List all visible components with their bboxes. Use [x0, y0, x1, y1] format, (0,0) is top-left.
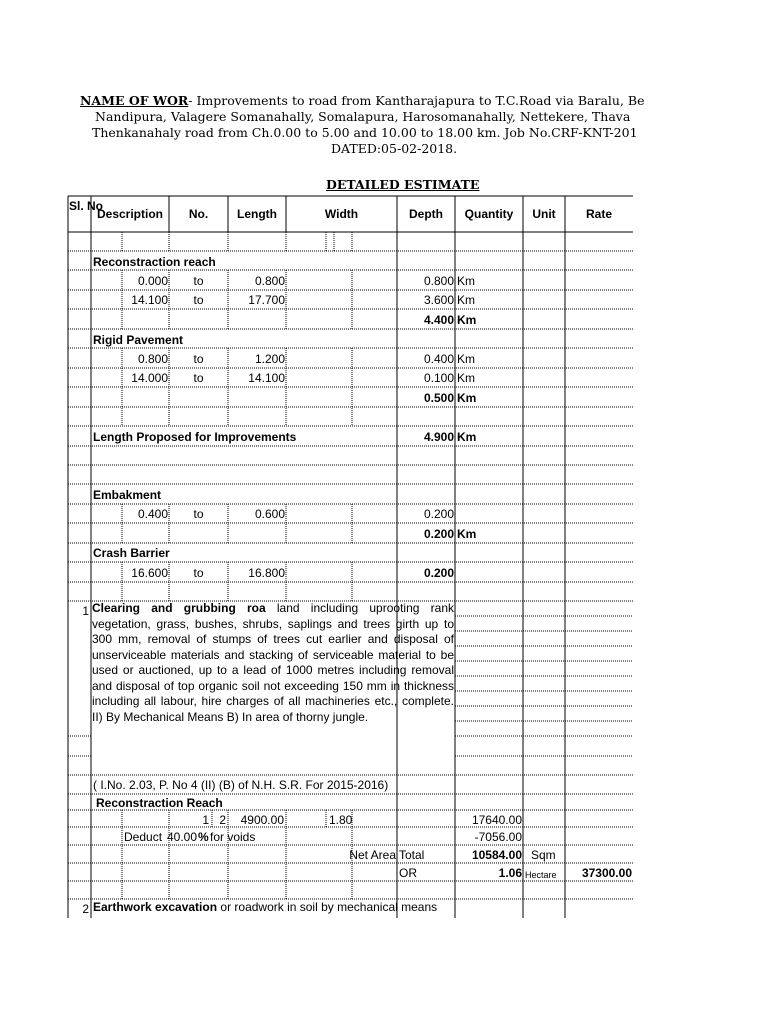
reconstruction-r2-end: 17.700: [248, 293, 285, 307]
item1-width: 1.80: [329, 813, 353, 827]
col-header-quantity: Quantity: [464, 207, 514, 221]
item1-deduct-for: for voids: [210, 830, 256, 844]
col-header-no: No.: [188, 207, 209, 221]
item2-description: [93, 900, 455, 914]
reconstruction-r1-from: 0.000: [137, 274, 168, 288]
crash-r1-from: 16.600: [131, 566, 168, 580]
page-title: DETAILED ESTIMATE: [326, 177, 480, 192]
embankment-total-unit: Km: [457, 527, 477, 541]
item1-length: 4900.00: [240, 813, 284, 827]
col-header-unit: Unit: [532, 207, 556, 221]
reconstruction-total-unit: Km: [457, 313, 477, 327]
item1-net-unit: Sqm: [531, 848, 556, 862]
crash-r1-end: 16.800: [248, 566, 285, 580]
item1-net-qty: 10584.00: [471, 848, 522, 862]
item1-text: land including uprooting rank vegetation, grass, bushes, shrubs, saplings and trees girth up to 300 mm, removal of stumps of trees cut earlier and disposal of unserviceable materials and stacking of serviceable material to be used or auctioned, up to a lead of 1000 metres including removal and disposal of top organic soil not exceeding 150 mm in thickness including all labour, hire charges of all machineries etc., complete. II) By Mechanical Means B) In area of thorny jungle.: [92, 601, 454, 724]
rigid-r1-end: 1.200: [254, 352, 285, 366]
reconstruction-heading: Reconstraction reach: [93, 255, 216, 269]
item1-qty1: 17640.00: [471, 813, 522, 827]
header-line-2: Nandipura, Valagere Somanahally, Somalapura, Harosomanahally, Nettekere, Thava: [95, 109, 631, 124]
rigid-r1-from: 0.800: [137, 352, 168, 366]
col-header-description: Description: [96, 207, 163, 221]
embankment-total: 0.200: [423, 527, 454, 541]
rigid-r2-depth: 0.100: [423, 371, 454, 385]
crash-r1-depth: 0.200: [423, 566, 454, 580]
item2-text: or roadwork in soil by mechanical means: [217, 900, 438, 914]
rigid-r2-unit: Km: [457, 371, 475, 385]
reconstruction-r1-end: 0.800: [254, 274, 285, 288]
col-header-length: Length: [237, 207, 277, 221]
embankment-heading: Embakment: [93, 488, 162, 502]
embankment-r1-depth: 0.200: [423, 507, 454, 521]
name-of-work-label: NAME OF WOR: [80, 93, 189, 108]
rigid-r2-end: 14.100: [248, 371, 285, 385]
item1-reference: ( I.No. 2.03, P. No 4 (II) (B) of N.H. S.R. For 2015-2016): [93, 778, 389, 792]
item1-sl: 1: [82, 604, 89, 618]
reconstruction-r2-depth: 3.600: [423, 293, 454, 307]
item1-rate: 37300.00: [581, 866, 632, 880]
rigid-heading: Rigid Pavement: [93, 333, 184, 347]
header-line-4: DATED:05-02-2018.: [331, 141, 458, 156]
rigid-r1-depth: 0.400: [423, 352, 454, 366]
header-line-1-text: - Improvements to road from Kantharajapura to T.C.Road via Baralu, Be: [188, 93, 645, 108]
item1-or-unit: Hectare: [525, 870, 557, 880]
crash-r1-to: to: [193, 566, 204, 580]
reconstruction-r2-unit: Km: [457, 293, 475, 307]
rigid-total: 0.500: [423, 391, 454, 405]
reconstruction-r1-depth: 0.800: [423, 274, 454, 288]
item1-or-qty: 1.06: [498, 866, 522, 880]
reconstruction-r1-to: to: [193, 274, 204, 288]
col-header-depth: Depth: [409, 207, 443, 221]
item1-net-label: Net Area: [349, 848, 396, 862]
rigid-r2-to: to: [193, 371, 204, 385]
rigid-r1-to: to: [193, 352, 204, 366]
rigid-r1-unit: Km: [457, 352, 475, 366]
item1-or-label: OR: [399, 866, 417, 880]
item1-net-total: Total: [399, 848, 425, 862]
proposed-unit: Km: [457, 430, 477, 444]
item1-title: Clearing and grubbing roa: [92, 601, 266, 615]
embankment-r1-to: to: [193, 507, 204, 521]
col-header-sl-no: Sl. No: [69, 199, 104, 213]
proposed-total: 4.900: [423, 430, 454, 444]
rigid-r2-from: 14.000: [131, 371, 168, 385]
reconstruction-r2-to: to: [193, 293, 204, 307]
crash-heading: Crash Barrier: [93, 546, 170, 560]
embankment-r1-end: 0.600: [254, 507, 285, 521]
reconstruction-r2-from: 14.100: [131, 293, 168, 307]
item2-title: Earthwork excavation: [93, 900, 218, 914]
embankment-r1-from: 0.400: [137, 507, 168, 521]
item1-description: [92, 601, 454, 725]
col-header-rate: Rate: [585, 207, 612, 221]
item1-deduct-pct-sign: %: [198, 830, 209, 844]
reconstruction-r1-unit: Km: [457, 274, 475, 288]
col-header-width: Width: [324, 207, 359, 221]
item1-sub-heading: Reconstraction Reach: [96, 796, 223, 810]
item1-no2: 2: [219, 813, 226, 827]
reconstruction-total: 4.400: [423, 313, 454, 327]
proposed-label: Length Proposed for Improvements: [93, 430, 297, 444]
item1-deduct-label: Deduct: [124, 830, 163, 844]
item1-deduct-pct: 40.00: [167, 830, 198, 844]
rigid-total-unit: Km: [457, 391, 477, 405]
item2-sl: 2: [82, 902, 89, 916]
header-line-3: Thenkanahaly road from Ch.0.00 to 5.00 and 10.00 to 18.00 km. Job No.CRF-KNT-201: [92, 125, 638, 140]
item1-deduct-qty: -7056.00: [474, 830, 522, 844]
item1-no1: 1: [202, 813, 209, 827]
